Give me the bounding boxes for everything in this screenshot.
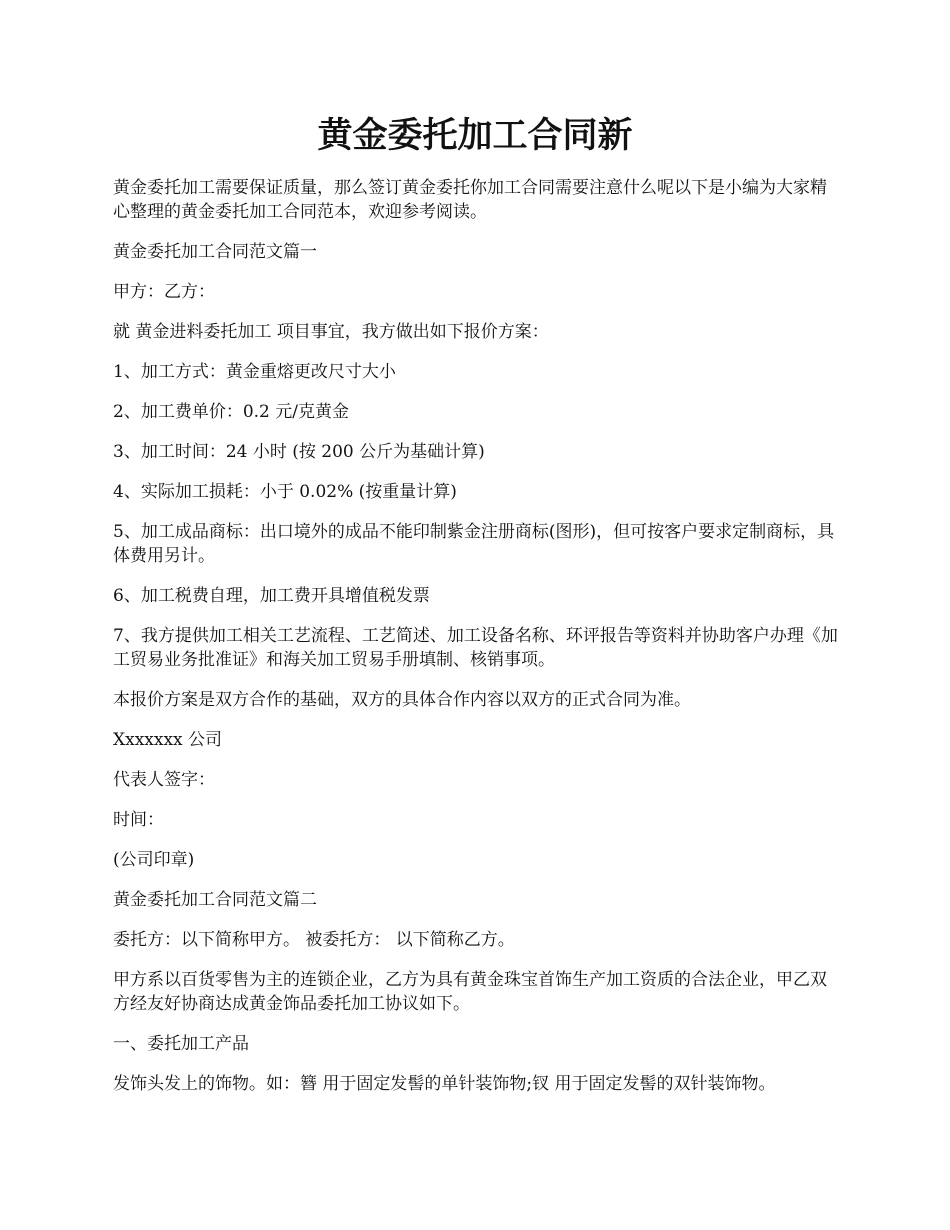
document-body (113, 176, 838, 1112)
signature-line: 代表人签字： (113, 770, 215, 790)
parties-line: 甲方：乙方： (113, 282, 215, 302)
list-item-3: 3、加工时间：24 小时 (按 200 公斤为基础计算) (113, 442, 485, 462)
company-name: Xxxxxxx 公司 (113, 730, 223, 750)
article-heading-1: 一、委托加工产品 (113, 1034, 249, 1054)
agreement-intro: 甲方系以百货零售为主的连锁企业，乙方为具有黄金珠宝首饰生产加工资质的合法企业，甲乙双方经友好协商达成黄金饰品委托加工协议如下。 (113, 970, 827, 1014)
document-title: 黄金委托加工合同新 (317, 115, 633, 156)
section-heading-2: 黄金委托加工合同范文篇二 (113, 890, 317, 910)
list-item-7: 7、我方提供加工相关工艺流程、工艺简述、加工设备名称、环评报告等资料并协助客户办理《加工贸易业务批准证》和海关加工贸易手册填制、核销事项。 (113, 626, 838, 670)
proposal-note: 本报价方案是双方合作的基础，双方的具体合作内容以双方的正式合同为准。 (113, 690, 691, 710)
list-item-1: 1、加工方式：黄金重熔更改尺寸大小 (113, 362, 396, 382)
seal-line: (公司印章) (113, 850, 195, 870)
section-heading-1: 黄金委托加工合同范文篇一 (113, 242, 317, 262)
list-item-5: 5、加工成品商标：出口境外的成品不能印制紫金注册商标(图形)，但可按客户要求定制商标，具体费用另计。 (113, 522, 835, 566)
list-item-2: 2、加工费单价：0.2 元/克黄金 (113, 402, 349, 422)
list-item-6: 6、加工税费自理，加工费开具增值税发票 (113, 586, 430, 606)
proposal-intro: 就 黄金进料委托加工 项目事宜，我方做出如下报价方案： (113, 322, 549, 342)
date-line: 时间： (113, 810, 164, 830)
parties-definition: 委托方：以下简称甲方。 被委托方： 以下简称乙方。 (113, 930, 515, 950)
intro-paragraph: 黄金委托加工需要保证质量，那么签订黄金委托你加工合同需要注意什么呢以下是小编为大家精心整理的黄金委托加工合同范本，欢迎参考阅读。 (113, 178, 827, 222)
article-body-1: 发饰头发上的饰物。如：簪 用于固定发髻的单针装饰物;钗 用于固定发髻的双针装饰物。 (113, 1074, 776, 1094)
list-item-4: 4、实际加工损耗：小于 0.02% (按重量计算) (113, 482, 457, 502)
